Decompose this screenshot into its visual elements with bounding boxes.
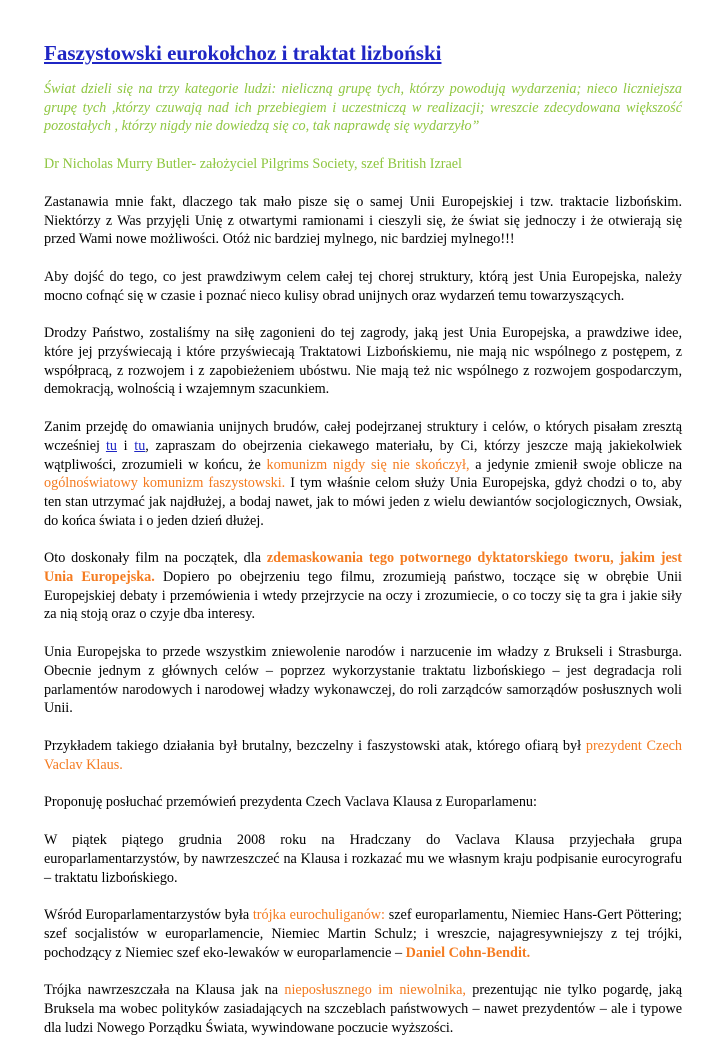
link-tu-2[interactable]: tu	[134, 437, 146, 454]
highlight-unmasking: zdemaskowania tego potwornego dyktatorskiego tworu, jakim jest Unia Europejska.	[44, 550, 683, 586]
paragraph-4-text-a: Zanim przejdę do omawiania unijnych brudów, całej podejrzanej struktury i celów, o których pisałam zresztą wcześniej	[44, 419, 682, 454]
highlight-eurohooligans: trójka eurochuliganów:	[252, 907, 385, 924]
paragraph-4-conj: i	[123, 437, 128, 454]
article-title: Faszystowski eurokołchoz i traktat lizboński	[44, 41, 442, 65]
paragraph-7-text-a: Przykładem takiego działania był brutalny, bezczelny i faszystowski atak, którego ofiarą był	[44, 737, 582, 754]
paragraph-11-text-a: Trójka nawrzeszczała na Klausa jak na	[44, 982, 279, 999]
paragraph-4-text-d: I tym właśnie celom służy Unia Europejska, gdyż chodzi o to, aby ten stan utrzymać jak najdłużej, a bodaj nawet, jak to mówi jeden z wielu dewiantów socjologicznych, Owsiak, do końca świata i o jeden dzień dłużej.	[44, 475, 682, 529]
paragraph-3: Drodzy Państwo, zostaliśmy na siłę zagonieni do tej zagrody, jaką jest Unia Europejska, a prawdziwe idee, które jej przyświecają i które przyświecają Traktatowi Lizbońskiemu, nie mają nic wspólnego z postępem, z współpracą, z rozwojem i z zapobieżeniem ubóstwu. Nie mają też nic wspólnego z rozwojem gospodarczym, demokracją, wolnością i wzajemnym szacunkiem.	[44, 325, 682, 398]
document-page	[44, 40, 682, 1056]
paragraph-5-text-b: Dopiero po obejrzeniu tego filmu, zrozumieją państwo, toczące się w obrębie Unii Europejskiej debaty i przemówienia i wtedy przejrzycie na oczy i zrozumiecie, o co toczy się ta gra i jakie siły za nią stoją oraz o czyje dba interesy.	[44, 569, 682, 623]
paragraph-2: Aby dojść do tego, co jest prawdziwym celem całej tej chorej struktury, którą jest Unia Europejska, należy mocno cofnąć się w czasie i poznać nieco kulisy obrad unijnych oraz wydarzeń temu towarzyszących.	[44, 268, 682, 304]
paragraph-7	[44, 737, 682, 774]
highlight-cohn-bendit: Daniel Cohn-Bendit.	[405, 944, 531, 961]
highlight-president-klaus: prezydent Czech Vaclav Klaus.	[44, 737, 683, 773]
epigraph-quote: Świat dzieli się na trzy kategorie ludzi: nieliczną grupę tych, którzy powodują wydarzenia; nieco liczniejsza grupę tych ,którzy czuwają nad ich przebiegiem i uczestniczą w realizacji; wreszcie zdecydowana większość pozostałych , którzy nigdy nie dowiedzą się co, tak naprawdę się wydarzyło”	[44, 81, 682, 135]
highlight-communism: komunizm nigdy się nie skończył,	[266, 456, 470, 473]
paragraph-10-text-b: szef europarlamentu, Niemiec Hans-Gert Pöttering; szef socjalistów w europarlamencie, Niemiec Martin Schulz; i wreszcie, najagresywniejszy z tej trójki, pochodzący z Niemiec szef eko-lewaków w europarlamencie –	[44, 907, 683, 961]
paragraph-6: Unia Europejska to przede wszystkim zniewolenie narodów i narzucenie im władzy z Brukseli i Strasburga. Obecnie jednym z głównych celów – poprzez wykorzystanie traktatu lizbońskiego – jest degradacja roli parlamentów narodowych i narodowej władzy wykonawczej, do roli zarządców samorządów posłusznych woli Unii.	[44, 644, 682, 717]
paragraph-5-text-a: Oto doskonały film na początek, dla	[44, 550, 262, 567]
paragraph-1: Zastanawia mnie fakt, dlaczego tak mało pisze się o samej Unii Europejskiej i tzw. traktacie lizbońskim. Niektórzy z Was przyjęli Unię z otwartymi ramionami i cieszyli się, że świat się jednoczy i że otwierają się przed Wami nowe możliwości. Otóż nic bardziej mylnego, nic bardziej mylnego!!!	[44, 193, 682, 248]
paragraph-10	[44, 906, 682, 962]
link-tu-1[interactable]: tu	[105, 437, 117, 454]
paragraph-4	[44, 418, 682, 530]
highlight-slave: nieposłusznego im niewolnika,	[284, 982, 466, 999]
paragraph-11-text-b: prezentując nie tylko pogardę, jaką Bruksela ma wobec polityków zasiadających na szczeblach państwowych – nawet prezydentów – ale i typowe dla ludzi Nowego Porządku Świata, wywindowane poczucie wyższości.	[44, 982, 683, 1036]
paragraph-11	[44, 981, 682, 1037]
paragraph-5	[44, 549, 682, 624]
quote-author: Dr Nicholas Murry Butler- założyciel Pilgrims Society, szef British Izrael	[44, 156, 462, 173]
paragraph-8: Proponuję posłuchać przemówień prezydenta Czech Vaclava Klausa z Europarlamenu:	[44, 794, 537, 811]
paragraph-10-text-a: Wśród Europarlamentarzystów była	[44, 907, 250, 924]
paragraph-9: W piątek piątego grudnia 2008 roku na Hradczany do Vaclava Klausa przyjechała grupa europarlamentarzystów, by nawrzeszczeć na Klausa i rozkazać mu we własnym kraju podpisanie eurocyrografu – traktatu lizbońskiego.	[44, 832, 682, 886]
paragraph-4-text-b: , zapraszam do obejrzenia ciekawego materiału, by Ci, którzy jeszcze mają jakiekolwiek wątpliwości, zrozumieli w końcu, że	[44, 437, 683, 473]
paragraph-4-text-c: a jedynie zmienił swoje oblicze na	[475, 456, 682, 473]
highlight-global-communism: ogólnoświatowy komunizm faszystowski.	[44, 475, 286, 492]
